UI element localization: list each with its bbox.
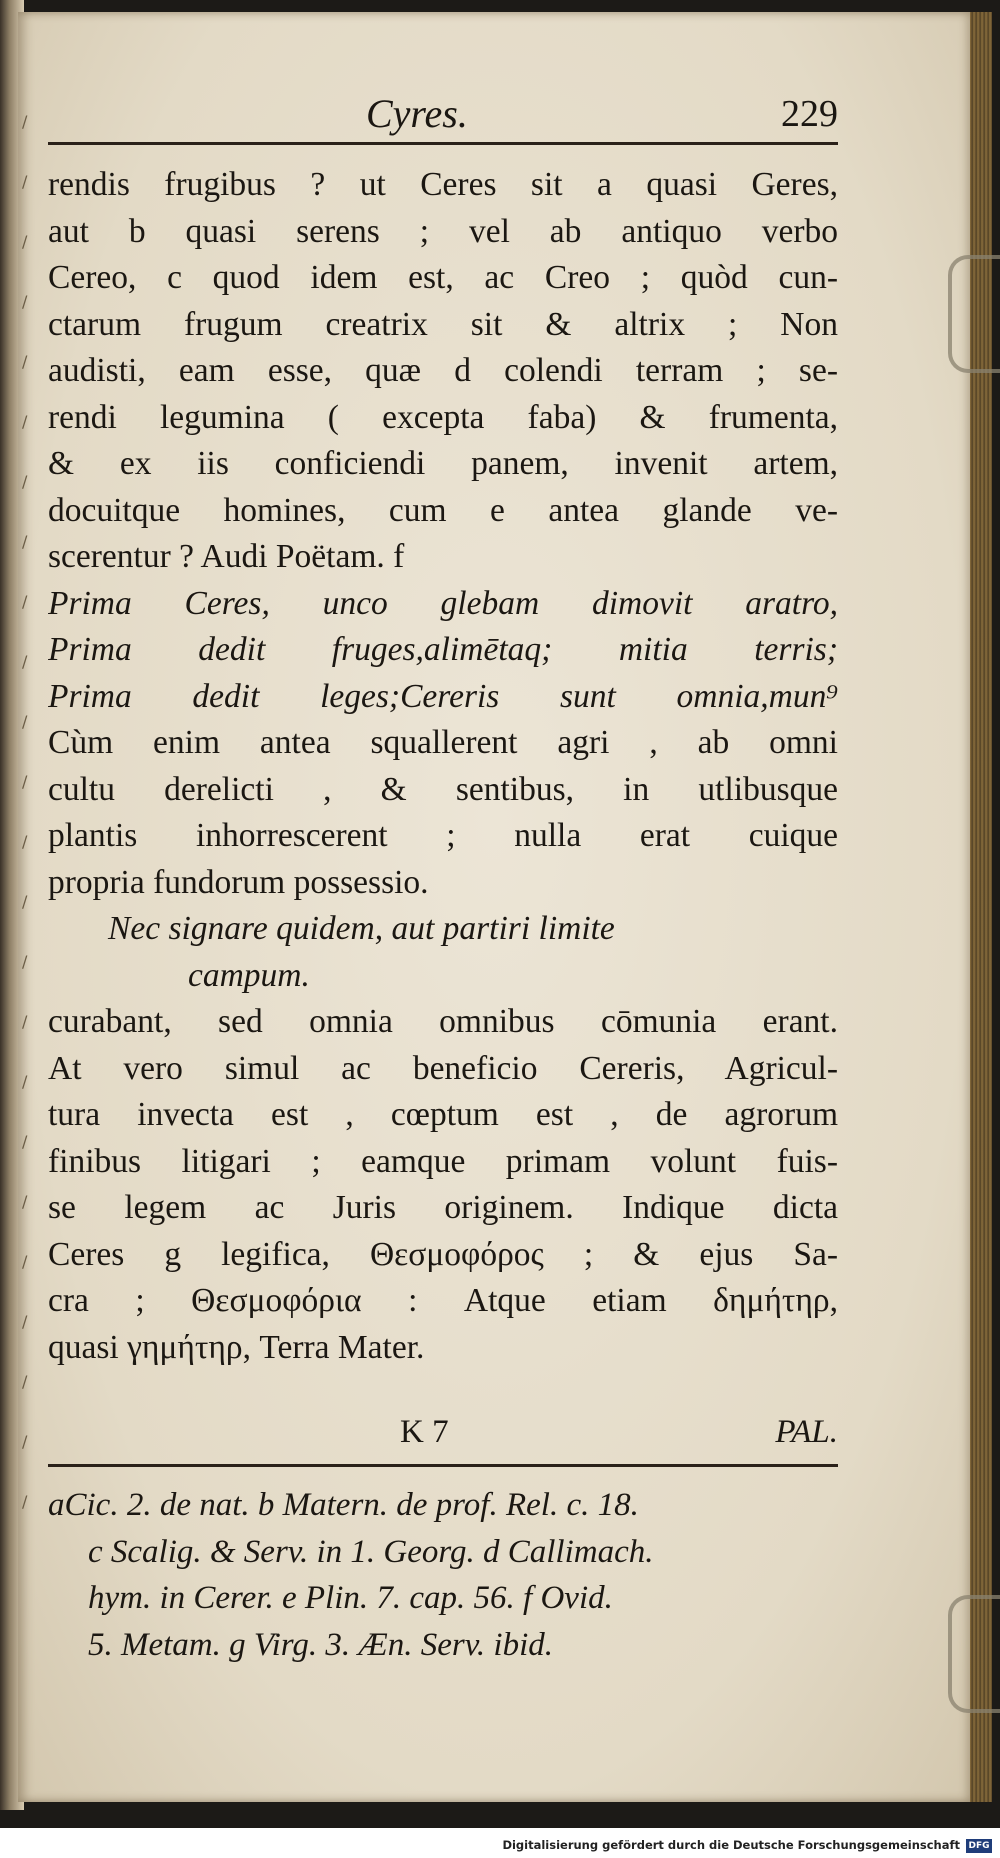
text-line: rendi legumina ( excepta faba) & frumenta, [48, 398, 838, 436]
funding-credit: Digitalisierung gefördert durch die Deutsche Forschungsgemeinschaft [502, 1838, 960, 1852]
page-clip-top [948, 255, 1000, 373]
text-line: se legem ac Juris originem. Indique dicta [48, 1189, 838, 1226]
footnote-line: 5. Metam. g Virg. 3. Æn. Serv. ibid. [88, 1626, 553, 1663]
text-line: scerentur ? Audi Poëtam. f [48, 538, 405, 575]
text-line: tura invecta est , cœptum est , de agrorum [48, 1096, 838, 1133]
page-header [48, 90, 838, 140]
text-line: finibus litigari ; eamque primam volunt fuis- [48, 1142, 838, 1180]
footnote-line: aCic. 2. de nat. b Matern. de prof. Rel. c. 18. [48, 1487, 639, 1523]
verse-line: Prima Ceres, unco glebam dimovit aratro, [48, 584, 838, 622]
footnote-line: hym. in Cerer. e Plin. 7. cap. 56. f Ovid. [88, 1580, 613, 1616]
text-line: rendis frugibus ? ut Ceres sit a quasi Geres, [48, 166, 838, 203]
catch-line [48, 1414, 838, 1460]
header-rule [48, 142, 838, 145]
footnotes [48, 1482, 838, 1668]
text-line: cultu derelicti , & sentibus, in utlibusque [48, 770, 838, 808]
footnote-line: c Scalig. & Serv. in 1. Georg. d Callimach. [88, 1533, 654, 1570]
catchword: PAL. [775, 1414, 838, 1450]
page-number: 229 [781, 93, 838, 135]
text-line: At vero simul ac beneficio Cereris, Agricul- [48, 1049, 838, 1087]
text-line: quasi γημήτηρ, Terra Mater. [48, 1328, 425, 1366]
dfg-logo-icon: DFG [966, 1839, 992, 1853]
text-line: Cereo, c quod idem est, ac Creo ; quòd cun- [48, 259, 838, 296]
page-clip-bottom [948, 1595, 1000, 1713]
text-line: aut b quasi serens ; vel ab antiquo verbo [48, 212, 838, 250]
text-line: audisti, eam esse, quæ d colendi terram ; se- [48, 352, 838, 389]
verse-line: campum. [188, 956, 310, 994]
text-line: plantis inhorrescerent ; nulla erat cuique [48, 817, 838, 854]
text-line: docuitque homines, cum e antea glande ve- [48, 491, 838, 529]
verse-line: Prima dedit leges;Cereris sunt omnia,mun⁹ [48, 677, 838, 715]
book-page [18, 12, 970, 1802]
digitization-footer [0, 1828, 1000, 1858]
running-title: Cyres. [366, 91, 468, 136]
gutter-marks: / / / / / / / / / / / / / / / / / / / / / / / / [22, 112, 28, 1511]
text-line: curabant, sed omnia omnibus cōmunia erant. [48, 1003, 838, 1040]
main-text [48, 162, 838, 1371]
text-line: ctarum frugum creatrix sit & altrix ; Non [48, 305, 838, 343]
text-line: & ex iis conficiendi panem, invenit artem, [48, 445, 838, 482]
text-line: Cùm enim antea squallerent agri , ab omni [48, 724, 838, 761]
text-line: cra ; Θεσμοφόρια : Atque etiam δημήτηρ, [48, 1282, 838, 1319]
text-line: Ceres g legifica, Θεσμοφόρος ; & ejus Sa- [48, 1235, 838, 1273]
verse-line: Prima dedit fruges,alimētaq; mitia terris; [48, 631, 838, 668]
notes-rule [48, 1464, 838, 1467]
text-line: propria fundorum possessio. [48, 863, 429, 901]
verse-line: Nec signare quidem, aut partiri limite [108, 910, 615, 947]
signature-mark: K 7 [400, 1414, 449, 1450]
